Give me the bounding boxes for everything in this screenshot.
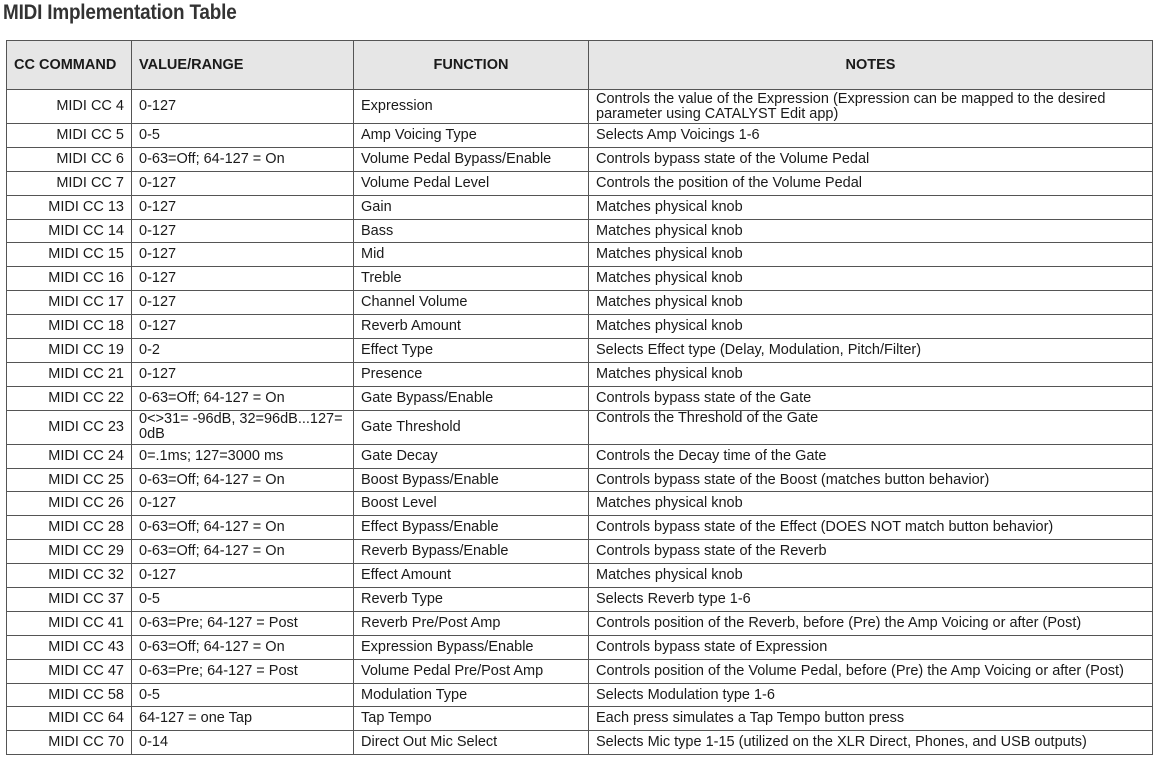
cc-command-cell: MIDI CC 21 (7, 362, 132, 386)
cc-command-cell: MIDI CC 28 (7, 516, 132, 540)
cc-command-cell: MIDI CC 26 (7, 492, 132, 516)
function-cell: Reverb Pre/Post Amp (354, 611, 589, 635)
value-range-cell: 0-63=Off; 64-127 = On (132, 516, 354, 540)
notes-cell: Selects Amp Voicings 1-6 (589, 124, 1153, 148)
cc-command-cell: MIDI CC 43 (7, 635, 132, 659)
notes-cell: Controls bypass state of the Gate (589, 386, 1153, 410)
table-row (7, 611, 1153, 635)
cc-command-cell: MIDI CC 29 (7, 540, 132, 564)
value-range-cell: 0-63=Off; 64-127 = On (132, 635, 354, 659)
value-range-cell: 0-127 (132, 564, 354, 588)
notes-cell: Controls bypass state of the Volume Pedal (589, 147, 1153, 171)
cc-command-cell: MIDI CC 15 (7, 243, 132, 267)
function-cell: Reverb Bypass/Enable (354, 540, 589, 564)
cc-command-cell: MIDI CC 7 (7, 171, 132, 195)
value-range-cell: 0-5 (132, 588, 354, 612)
value-range-cell: 0-5 (132, 124, 354, 148)
value-range-cell: 0<>31= -96dB, 32=96dB...127= 0dB (132, 410, 354, 444)
column-header-value-range: VALUE/RANGE (132, 41, 354, 90)
function-cell: Expression Bypass/Enable (354, 635, 589, 659)
function-cell: Volume Pedal Bypass/Enable (354, 147, 589, 171)
table-row (7, 219, 1153, 243)
function-cell: Volume Pedal Pre/Post Amp (354, 659, 589, 683)
table-row (7, 588, 1153, 612)
value-range-cell: 0-127 (132, 219, 354, 243)
notes-cell: Controls the value of the Expression (Expression can be mapped to the desired parameter using CATALYST Edit app) (589, 90, 1153, 124)
table-row (7, 147, 1153, 171)
page-title: MIDI Implementation Table (3, 1, 237, 24)
table-row (7, 362, 1153, 386)
value-range-cell: 0-63=Off; 64-127 = On (132, 386, 354, 410)
cc-command-cell: MIDI CC 64 (7, 707, 132, 731)
table-row (7, 410, 1153, 444)
value-range-cell: 0-127 (132, 195, 354, 219)
value-range-cell: 0-63=Pre; 64-127 = Post (132, 611, 354, 635)
notes-cell: Each press simulates a Tap Tempo button press (589, 707, 1153, 731)
notes-cell: Controls bypass state of the Reverb (589, 540, 1153, 564)
value-range-cell: 0-14 (132, 731, 354, 755)
notes-cell: Selects Reverb type 1-6 (589, 588, 1153, 612)
table-row (7, 386, 1153, 410)
value-range-cell: 0-63=Pre; 64-127 = Post (132, 659, 354, 683)
function-cell: Bass (354, 219, 589, 243)
table-row (7, 291, 1153, 315)
cc-command-cell: MIDI CC 24 (7, 444, 132, 468)
value-range-cell: 0-5 (132, 683, 354, 707)
cc-command-cell: MIDI CC 22 (7, 386, 132, 410)
function-cell: Presence (354, 362, 589, 386)
function-cell: Mid (354, 243, 589, 267)
cc-command-cell: MIDI CC 25 (7, 468, 132, 492)
value-range-cell: 0-127 (132, 362, 354, 386)
value-range-cell: 0-63=Off; 64-127 = On (132, 540, 354, 564)
notes-cell: Controls bypass state of Expression (589, 635, 1153, 659)
cc-command-cell: MIDI CC 47 (7, 659, 132, 683)
table-row (7, 243, 1153, 267)
value-range-cell: 0-127 (132, 492, 354, 516)
notes-cell: Controls the Decay time of the Gate (589, 444, 1153, 468)
notes-cell: Selects Effect type (Delay, Modulation, Pitch/Filter) (589, 339, 1153, 363)
notes-cell: Controls the Threshold of the Gate (589, 410, 1153, 444)
notes-cell: Controls position of the Reverb, before (Pre) the Amp Voicing or after (Post) (589, 611, 1153, 635)
function-cell: Modulation Type (354, 683, 589, 707)
cc-command-cell: MIDI CC 58 (7, 683, 132, 707)
table-row (7, 540, 1153, 564)
cc-command-cell: MIDI CC 41 (7, 611, 132, 635)
table-row (7, 124, 1153, 148)
function-cell: Channel Volume (354, 291, 589, 315)
table-row (7, 707, 1153, 731)
table-row (7, 195, 1153, 219)
table-row (7, 468, 1153, 492)
cc-command-cell: MIDI CC 6 (7, 147, 132, 171)
table-row (7, 516, 1153, 540)
function-cell: Gain (354, 195, 589, 219)
header-row (7, 41, 1153, 90)
value-range-cell: 0-127 (132, 291, 354, 315)
function-cell: Reverb Type (354, 588, 589, 612)
value-range-cell: 0-63=Off; 64-127 = On (132, 147, 354, 171)
notes-cell: Matches physical knob (589, 195, 1153, 219)
cc-command-cell: MIDI CC 37 (7, 588, 132, 612)
cc-command-cell: MIDI CC 19 (7, 339, 132, 363)
value-range-cell: 0-2 (132, 339, 354, 363)
function-cell: Effect Type (354, 339, 589, 363)
value-range-cell: 0-127 (132, 315, 354, 339)
function-cell: Direct Out Mic Select (354, 731, 589, 755)
value-range-cell: 0-127 (132, 171, 354, 195)
cc-command-cell: MIDI CC 4 (7, 90, 132, 124)
midi-implementation-table (6, 40, 1153, 755)
cc-command-cell: MIDI CC 32 (7, 564, 132, 588)
function-cell: Boost Bypass/Enable (354, 468, 589, 492)
cc-command-cell: MIDI CC 14 (7, 219, 132, 243)
function-cell: Boost Level (354, 492, 589, 516)
column-header-notes: NOTES (589, 41, 1153, 90)
function-cell: Tap Tempo (354, 707, 589, 731)
notes-cell: Matches physical knob (589, 362, 1153, 386)
table-body (7, 90, 1153, 755)
notes-cell: Matches physical knob (589, 219, 1153, 243)
value-range-cell: 64-127 = one Tap (132, 707, 354, 731)
cc-command-cell: MIDI CC 17 (7, 291, 132, 315)
cc-command-cell: MIDI CC 70 (7, 731, 132, 755)
function-cell: Gate Threshold (354, 410, 589, 444)
value-range-cell: 0=.1ms; 127=3000 ms (132, 444, 354, 468)
function-cell: Reverb Amount (354, 315, 589, 339)
function-cell: Gate Decay (354, 444, 589, 468)
table-row (7, 315, 1153, 339)
notes-cell: Matches physical knob (589, 492, 1153, 516)
cc-command-cell: MIDI CC 13 (7, 195, 132, 219)
table-row (7, 564, 1153, 588)
table-row (7, 90, 1153, 124)
table-row (7, 339, 1153, 363)
notes-cell: Matches physical knob (589, 315, 1153, 339)
column-header-function: FUNCTION (354, 41, 589, 90)
function-cell: Amp Voicing Type (354, 124, 589, 148)
table-row (7, 683, 1153, 707)
function-cell: Volume Pedal Level (354, 171, 589, 195)
notes-cell: Matches physical knob (589, 564, 1153, 588)
cc-command-cell: MIDI CC 18 (7, 315, 132, 339)
notes-cell: Selects Mic type 1-15 (utilized on the XLR Direct, Phones, and USB outputs) (589, 731, 1153, 755)
function-cell: Effect Bypass/Enable (354, 516, 589, 540)
value-range-cell: 0-127 (132, 243, 354, 267)
notes-cell: Matches physical knob (589, 291, 1153, 315)
table-row (7, 731, 1153, 755)
notes-cell: Controls bypass state of the Boost (matches button behavior) (589, 468, 1153, 492)
table-row (7, 635, 1153, 659)
notes-cell: Controls bypass state of the Effect (DOES NOT match button behavior) (589, 516, 1153, 540)
notes-cell: Matches physical knob (589, 267, 1153, 291)
function-cell: Treble (354, 267, 589, 291)
function-cell: Effect Amount (354, 564, 589, 588)
cc-command-cell: MIDI CC 5 (7, 124, 132, 148)
cc-command-cell: MIDI CC 23 (7, 410, 132, 444)
table-row (7, 659, 1153, 683)
notes-cell: Selects Modulation type 1-6 (589, 683, 1153, 707)
value-range-cell: 0-127 (132, 267, 354, 291)
cc-command-cell: MIDI CC 16 (7, 267, 132, 291)
table-row (7, 444, 1153, 468)
notes-cell: Controls position of the Volume Pedal, before (Pre) the Amp Voicing or after (Post) (589, 659, 1153, 683)
value-range-cell: 0-127 (132, 90, 354, 124)
column-header-cc-command: CC COMMAND (7, 41, 132, 90)
notes-cell: Controls the position of the Volume Pedal (589, 171, 1153, 195)
function-cell: Expression (354, 90, 589, 124)
value-range-cell: 0-63=Off; 64-127 = On (132, 468, 354, 492)
function-cell: Gate Bypass/Enable (354, 386, 589, 410)
table-row (7, 492, 1153, 516)
notes-cell: Matches physical knob (589, 243, 1153, 267)
table-row (7, 171, 1153, 195)
table-row (7, 267, 1153, 291)
